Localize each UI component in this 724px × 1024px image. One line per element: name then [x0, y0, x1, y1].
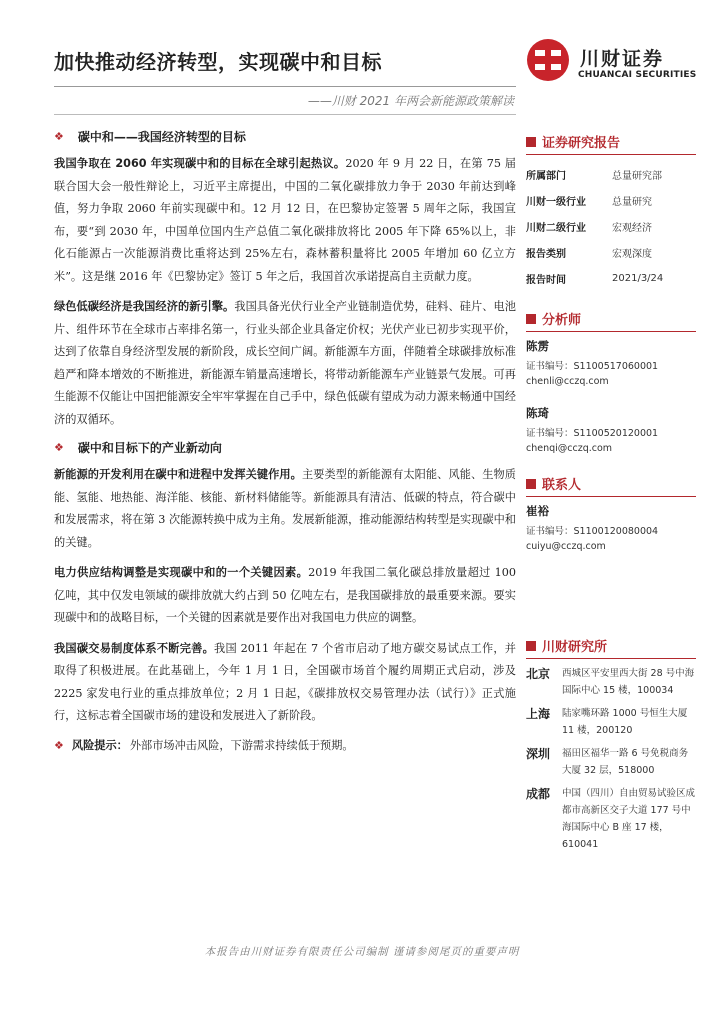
contact-cert: 证书编号：S1100120080004	[526, 526, 659, 537]
info-value: 总量研究	[612, 196, 652, 208]
office-entry	[526, 705, 696, 739]
logo-subtext: CHUANCAI SECURITIES	[578, 70, 697, 80]
square-bullet-icon	[526, 479, 536, 489]
info-key: 川财一级行业	[526, 196, 586, 208]
analyst-email[interactable]: chenli@cczq.com	[526, 376, 609, 387]
info-row	[526, 187, 696, 213]
sidebar-heading-label: 证券研究报告	[542, 136, 621, 151]
info-key: 报告时间	[526, 274, 566, 286]
section-title: 碳中和目标下的产业新动向	[77, 441, 222, 455]
office-city: 深圳	[526, 747, 551, 761]
paragraph-text: 2020 年 9 月 22 日，在第 75 届联合国大会一般性辩论上，习近平主席提出，中国的二氧化碳排放力争于 2030 年前达到峰值，努力争取 2060 年前实现碳中和。12 月 12 日，在巴黎协定签署 5 周年之际，我国宣布，要“到 2030 年，中国单位国内生产总值二氧化碳排放将比 2005 年下降 65%以上，非化石能源占一次能源消费比重将达到 25%左右，森林蓄积量将比 2005 年增加 60 亿立方米”。这是继 2016 年《巴黎协定》签订 5 年之后，我国首次承诺提高自主贡献力度。	[54, 157, 516, 283]
logo-text: 川财证券	[580, 48, 665, 70]
header-divider	[54, 86, 516, 87]
info-row	[526, 265, 696, 291]
info-key: 报告类别	[526, 248, 566, 260]
sidebar-heading	[526, 474, 696, 497]
main-content	[54, 128, 516, 756]
office-address: 福田区福华一路 6 号免税商务大厦 32 层，518000	[562, 748, 689, 776]
report-subtitle: ——川财 2021 年两会新能源政策解读	[307, 94, 514, 108]
office-address: 西城区平安里西大街 28 号中海国际中心 15 楼，100034	[562, 668, 695, 696]
office-address: 中国（四川）自由贸易试验区成都市高新区交子大道 177 号中海国际中心 B 座 17 楼，610041	[562, 788, 696, 850]
paragraph-text: 主要类型的新能源有太阳能、风能、生物质能、氢能、地热能、海洋能、核能、新材料储能等。新能源具有清洁、低碳的特点，符合碳中和发展需求，将在第 3 次能源转换中成为主角。发展新能源，推动能源结构转型是实现碳中和的关键。	[54, 468, 516, 549]
risk-note	[54, 736, 516, 756]
contact-name: 崔裕	[526, 504, 549, 518]
diamond-bullet-icon: ❖	[54, 738, 64, 752]
section-heading	[54, 439, 516, 456]
office-entry	[526, 785, 696, 853]
info-key: 所属部门	[526, 170, 566, 182]
analyst-name: 陈雳	[526, 339, 549, 353]
info-value: 宏观经济	[612, 222, 652, 234]
sidebar-heading-label: 分析师	[542, 313, 582, 328]
paragraph	[54, 153, 516, 288]
section-title: 碳中和——我国经济转型的目标	[77, 130, 246, 144]
subtitle-divider	[54, 114, 516, 115]
section-heading	[54, 128, 516, 145]
office-city: 成都	[526, 787, 551, 801]
info-value: 2021/3/24	[612, 272, 664, 284]
page-footer: 本报告由川财证券有限责任公司编制 谨请参阅尾页的重要声明	[204, 946, 520, 958]
paragraph-text: 我国具备光伏行业全产业链制造优势，硅料、硅片、电池片、组件环节在全球市占率排名第一，行业头部企业具备定价权；光伏产业已初步实现平价，达到了依靠自身经济型发展的新阶段，成长空间广阔。新能源车方面，伴随着全球碳排放标准趋严和降本增效的不断推进，新能源车销量高速增长，将带动新能源车产业链景气发展。可再生能源不仅能让中国把能源安全牢牢掌握在自己手中，绿色低碳有望成为动力源来畅通中国经济的双循环。	[54, 300, 516, 426]
diamond-bullet-icon: ❖	[54, 441, 64, 454]
office-entry	[526, 745, 696, 779]
office-city: 上海	[526, 707, 551, 721]
square-bullet-icon	[526, 137, 536, 147]
sidebar-heading	[526, 132, 696, 155]
paragraph-lead: 绿色低碳经济是我国经济的新引擎。	[54, 300, 235, 313]
office-entry	[526, 665, 696, 699]
paragraph-text: 我国 2011 年起在 7 个省市启动了地方碳交易试点工作，并取得了积极进展。在此基础上，今年 1 月 1 日，全国碳市场首个履约周期正式启动，涉及 2225 家发电行业的重点排放单位；2 月 1 日起，《碳排放权交易管理办法（试行）》正式施行，这标志着全国碳市场的建设和发展进入了新阶段。	[54, 641, 516, 722]
info-row	[526, 213, 696, 239]
paragraph	[54, 638, 516, 728]
sidebar	[526, 132, 696, 859]
square-bullet-icon	[526, 641, 536, 651]
info-key: 川财二级行业	[526, 222, 586, 234]
office-address: 陆家嘴环路 1000 号恒生大厦 11 楼，200120	[562, 708, 688, 736]
sidebar-heading-label: 联系人	[542, 478, 582, 493]
info-value: 宏观深度	[612, 248, 652, 260]
sidebar-heading	[526, 309, 696, 332]
analyst-email[interactable]: chenqi@cczq.com	[526, 443, 613, 454]
paragraph-lead: 电力供应结构调整是实现碳中和的一个关键因素。	[54, 566, 309, 579]
sidebar-heading-label: 川财研究所	[542, 640, 608, 655]
info-row	[526, 161, 696, 187]
risk-label: 风险提示：	[71, 738, 128, 752]
report-title: 加快推动经济转型，实现碳中和目标	[54, 50, 382, 74]
paragraph-text: 2019 年我国二氧化碳总排放量超过 100 亿吨，其中仅发电领域的碳排放就大约占到 50 亿吨左右，是我国碳排放的最重要来源。要实现碳中和的战略目标，一个关键的因素就是要作出对我国电力供应的调整。	[54, 566, 516, 624]
sidebar-heading	[526, 636, 696, 659]
analyst-name: 陈琦	[526, 406, 549, 420]
paragraph	[54, 562, 516, 630]
paragraph	[54, 296, 516, 431]
paragraph-lead: 新能源的开发利用在碳中和进程中发挥关键作用。	[54, 468, 302, 481]
paragraph-lead: 我国争取在 2060 年实现碳中和的目标在全球引起热议。	[54, 157, 346, 170]
contact-email[interactable]: cuiyu@cczq.com	[526, 541, 606, 552]
analyst-cert: 证书编号：S1100520120001	[526, 428, 659, 439]
office-city: 北京	[526, 667, 551, 681]
info-value: 总量研究部	[612, 170, 662, 182]
risk-text: 外部市场冲击风险，下游需求持续低于预期。	[129, 738, 354, 752]
paragraph	[54, 464, 516, 554]
analyst-cert: 证书编号：S1100517060001	[526, 361, 659, 372]
diamond-bullet-icon: ❖	[54, 130, 64, 143]
square-bullet-icon	[526, 314, 536, 324]
paragraph-lead: 我国碳交易制度体系不断完善。	[54, 641, 215, 655]
info-row	[526, 239, 696, 265]
